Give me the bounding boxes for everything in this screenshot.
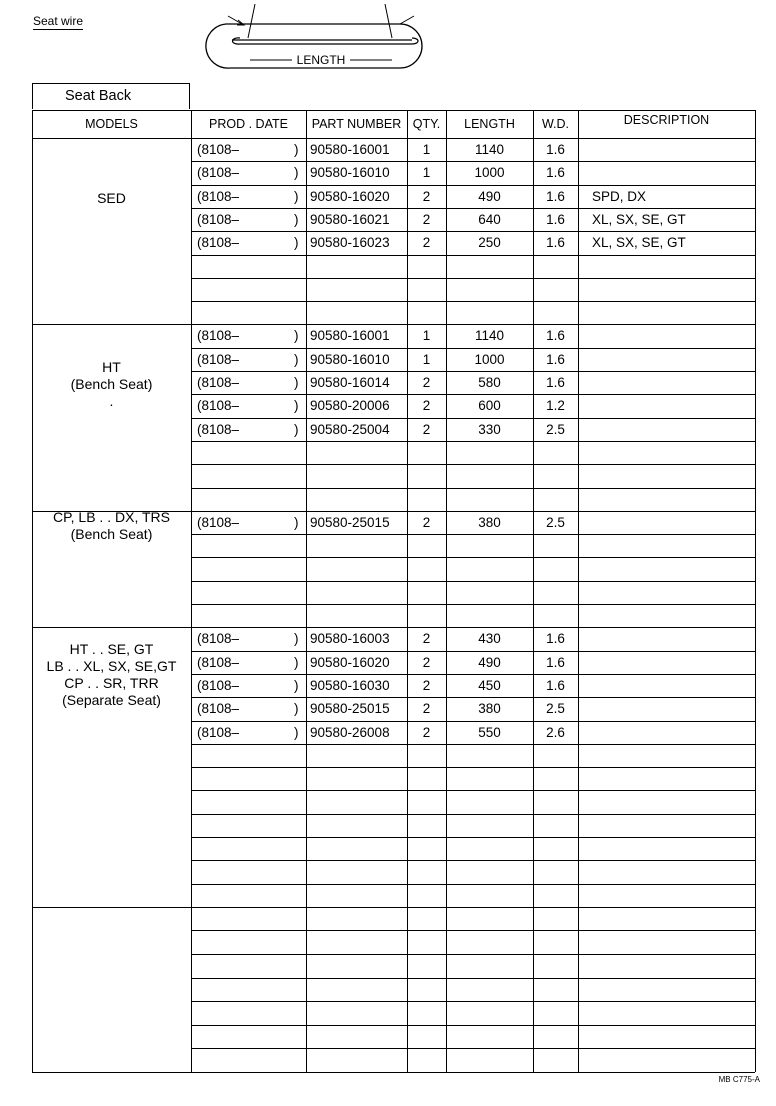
- wire-diameter: 1.6: [546, 654, 565, 670]
- part-number: 90580-25015: [310, 514, 390, 530]
- wire-diameter: 1.6: [546, 188, 565, 204]
- wire-length: 380: [478, 514, 501, 530]
- grid-line-h: [191, 441, 755, 442]
- model-line: SED: [97, 189, 126, 206]
- grid-line-h: [191, 884, 755, 885]
- column-header: PART NUMBER: [311, 117, 402, 131]
- prod-date: (8108–: [197, 398, 240, 414]
- wire-diameter: 1.6: [546, 351, 565, 367]
- prod-date: (8108–: [197, 701, 240, 717]
- prod-date-paren: ): [294, 211, 299, 227]
- prod-date-paren: ): [294, 351, 299, 367]
- prod-date-paren: ): [294, 398, 299, 414]
- grid-line-h: [191, 301, 755, 302]
- quantity: 2: [422, 421, 431, 437]
- part-number: 90580-26008: [310, 724, 390, 740]
- quantity: 2: [422, 188, 431, 204]
- prod-date-paren: ): [294, 631, 299, 647]
- wire-diameter: 1.6: [546, 235, 565, 251]
- wire-diameter: 2.5: [546, 701, 565, 717]
- model-line: .: [109, 393, 114, 410]
- prod-date-paren: ): [294, 724, 299, 740]
- wire-length: 580: [478, 375, 501, 390]
- wire-length: 430: [478, 631, 501, 647]
- grid-line-h: [191, 557, 755, 558]
- quantity: 1: [422, 165, 431, 181]
- grid-line-h: [191, 837, 755, 838]
- model-label: [32, 190, 191, 207]
- prod-date: (8108–: [197, 351, 240, 367]
- part-number: 90580-16001: [310, 328, 390, 344]
- model-line: LB . . XL, SX, SE,GT: [46, 657, 177, 674]
- column-header: LENGTH: [464, 117, 515, 131]
- quantity: 2: [422, 375, 431, 390]
- quantity: 2: [422, 724, 431, 740]
- wire-diameter: 1.6: [546, 211, 565, 227]
- grid-line-v: [755, 110, 756, 1072]
- prod-date: (8108–: [197, 375, 240, 390]
- wire-length: 1140: [474, 142, 505, 157]
- prod-date: (8108–: [197, 142, 240, 157]
- grid-line-h: [191, 860, 755, 861]
- column-header: PROD . DATE: [209, 117, 288, 131]
- part-number: 90580-16014: [310, 375, 390, 390]
- model-label: [32, 641, 191, 709]
- model-label: [32, 509, 191, 543]
- prod-date-paren: ): [294, 188, 299, 204]
- prod-date: (8108–: [197, 328, 240, 344]
- wire-length: 1000: [474, 351, 505, 367]
- column-header: W.D.: [541, 117, 570, 131]
- prod-date-paren: ): [294, 654, 299, 670]
- grid-line-h: [191, 604, 755, 605]
- wire-diameter: 1.6: [546, 165, 565, 181]
- wire-length: 600: [478, 398, 501, 414]
- prod-date: (8108–: [197, 421, 240, 437]
- description: XL, SX, SE, GT: [592, 211, 686, 227]
- model-line: (Bench Seat): [70, 376, 153, 393]
- part-number: 90580-16001: [310, 142, 390, 157]
- description: XL, SX, SE, GT: [592, 235, 686, 251]
- prod-date-paren: ): [294, 701, 299, 717]
- grid-line-h: [191, 767, 755, 768]
- column-header: QTY.: [412, 117, 441, 131]
- part-number: 90580-16003: [310, 631, 390, 647]
- wire-diameter: 1.6: [546, 328, 565, 344]
- prod-date: (8108–: [197, 165, 240, 181]
- wire-diameter: 1.6: [546, 677, 565, 693]
- prod-date-paren: ): [294, 677, 299, 693]
- wire-length: 640: [478, 211, 501, 227]
- prod-date: (8108–: [197, 677, 240, 693]
- wire-length: 550: [478, 724, 501, 740]
- grid-line-h: [191, 1048, 755, 1049]
- prod-date-paren: ): [294, 421, 299, 437]
- grid-line-h: [191, 1001, 755, 1002]
- prod-date: (8108–: [197, 654, 240, 670]
- quantity: 2: [422, 631, 431, 647]
- grid-line-h: [191, 814, 755, 815]
- model-line: CP . . SR, TRR: [64, 674, 159, 691]
- wire-diameter: 2.5: [546, 421, 565, 437]
- quantity: 1: [422, 142, 431, 157]
- part-number: 90580-16010: [310, 165, 390, 181]
- part-number: 90580-25015: [310, 701, 390, 717]
- part-number: 90580-16030: [310, 677, 390, 693]
- prod-date-paren: ): [294, 142, 299, 157]
- column-header: DESCRIPTION: [623, 113, 710, 127]
- model-line: (Bench Seat): [70, 525, 153, 542]
- grid-line-h: [191, 790, 755, 791]
- grid-line-h: [191, 1072, 755, 1073]
- wire-diameter: 1.6: [546, 142, 565, 157]
- wire-diameter: 1.6: [546, 375, 565, 390]
- model-line: (Separate Seat): [62, 691, 161, 708]
- wire-length: 330: [478, 421, 501, 437]
- quantity: 1: [422, 351, 431, 367]
- part-number: 90580-16021: [310, 211, 390, 227]
- column-header: MODELS: [85, 117, 138, 131]
- length-label: LENGTH: [296, 53, 346, 67]
- grid-line-h: [32, 907, 755, 908]
- wire-diameter: 2.5: [546, 514, 565, 530]
- quantity: 1: [422, 328, 431, 344]
- grid-line-h: [191, 744, 755, 745]
- prod-date: (8108–: [197, 514, 240, 530]
- quantity: 2: [422, 235, 431, 251]
- prod-date: (8108–: [197, 188, 240, 204]
- quantity: 2: [422, 701, 431, 717]
- grid-line-h: [191, 534, 755, 535]
- part-number: 90580-20006: [310, 398, 390, 414]
- quantity: 2: [422, 398, 431, 414]
- seat-wire-label: Seat wire: [33, 14, 84, 28]
- grid-line-h: [191, 464, 755, 465]
- wire-diameter: 1.6: [546, 631, 565, 647]
- prod-date-paren: ): [294, 375, 299, 390]
- model-line: CP, LB . . DX, TRS: [53, 508, 170, 525]
- grid-line-h: [191, 930, 755, 931]
- grid-line-h: [191, 1025, 755, 1026]
- wire-length: 380: [478, 701, 501, 717]
- grid-line-v: [32, 110, 33, 1072]
- part-number: 90580-16023: [310, 235, 390, 251]
- prod-date: (8108–: [197, 211, 240, 227]
- model-line: HT . . SE, GT: [69, 640, 154, 657]
- wire-diameter: 2.6: [546, 724, 565, 740]
- grid-line-h: [191, 978, 755, 979]
- wire-diameter: 1.2: [546, 398, 565, 414]
- prod-date: (8108–: [197, 631, 240, 647]
- grid-line-h: [191, 255, 755, 256]
- prod-date-paren: ): [294, 165, 299, 181]
- grid-line-h: [191, 278, 755, 279]
- wire-length: 1140: [474, 328, 505, 344]
- prod-date: (8108–: [197, 724, 240, 740]
- grid-line-h: [191, 488, 755, 489]
- wire-length: 450: [478, 677, 501, 693]
- part-number: 90580-16020: [310, 654, 390, 670]
- grid-line-h: [191, 581, 755, 582]
- model-label: [32, 359, 191, 410]
- description: SPD, DX: [592, 188, 647, 204]
- wire-length: 1000: [474, 165, 505, 181]
- prod-date-paren: ): [294, 514, 299, 530]
- quantity: 2: [422, 654, 431, 670]
- part-number: 90580-16010: [310, 351, 390, 367]
- part-number: 90580-25004: [310, 421, 390, 437]
- prod-date-paren: ): [294, 328, 299, 344]
- quantity: 2: [422, 211, 431, 227]
- wire-length: 250: [478, 235, 501, 251]
- prod-date-paren: ): [294, 235, 299, 251]
- grid-line-h: [191, 954, 755, 955]
- figure-code: MB C775-A: [718, 1075, 760, 1084]
- seat-back-title: Seat Back: [32, 83, 190, 109]
- quantity: 2: [422, 677, 431, 693]
- prod-date: (8108–: [197, 235, 240, 251]
- quantity: 2: [422, 514, 431, 530]
- part-number: 90580-16020: [310, 188, 390, 204]
- model-line: HT: [102, 359, 121, 376]
- wire-length: 490: [478, 188, 501, 204]
- wire-length: 490: [478, 654, 501, 670]
